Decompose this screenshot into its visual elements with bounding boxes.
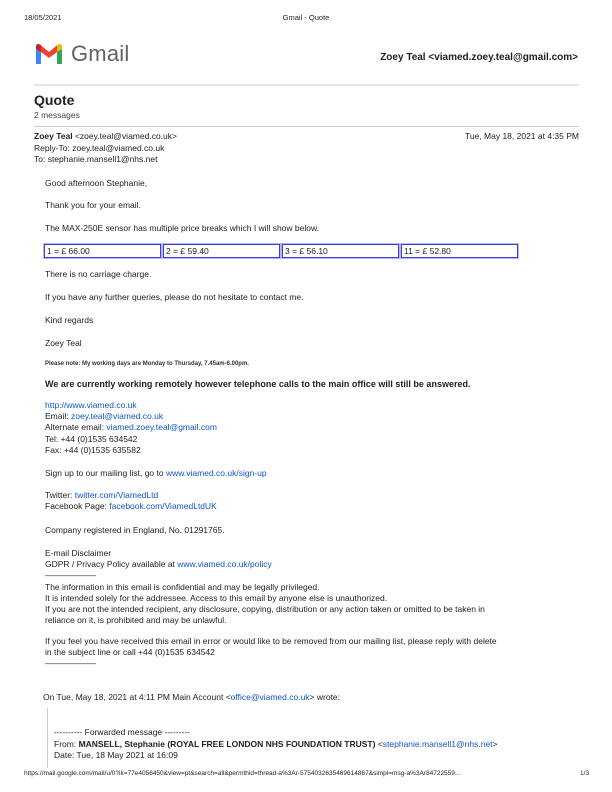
quoted-intro-prefix: On Tue, May 18, 2021 at 4:11 PM Main Account <	[43, 692, 231, 702]
subject-divider	[34, 126, 579, 127]
signoff: Kind regards	[45, 315, 94, 325]
thread-subject: Quote	[34, 92, 75, 108]
forwarded-date: Date: Tue, 18 May 2021 at 16:09	[54, 750, 178, 760]
disclaimer-line: reliance on it, is prohibited and may be unlawful.	[45, 615, 227, 626]
print-url: https://mail.google.com/mail/u/0?ik=77e4056450&view=pt&search=all&permthid=thread-a%3Ar-5754032635469614867&simpl=msg-a%3Ar84722559…	[24, 770, 462, 777]
social-block	[45, 490, 217, 512]
quoted-sender-email-link[interactable]: office@viamed.co.uk	[230, 692, 310, 702]
quote-border	[47, 708, 48, 768]
greeting: Good afternoon Stephanie,	[45, 178, 148, 188]
alt-email-label: Alternate email:	[45, 422, 107, 433]
carriage-line: There is no carriage charge.	[45, 269, 152, 279]
email-close-bracket: >	[492, 738, 498, 749]
email-open-bracket: <	[375, 738, 383, 749]
facebook-label: Facebook Page:	[45, 501, 110, 512]
signature-name: Zoey Teal	[45, 338, 82, 348]
forwarded-sender-name: MANSELL, Stephanie (ROYAL FREE LONDON NHS FOUNDATION TRUST)	[78, 738, 376, 749]
disclaimer-line: It is intended solely for the addressee. Access to this email by anyone else is unauthorized.	[45, 592, 388, 603]
mailing-list-text: Sign up to our mailing list, go to	[45, 468, 166, 478]
price-break-cell: 1 = £ 66.00	[44, 244, 161, 258]
thanks-line: Thank you for your email.	[45, 200, 141, 210]
contact-block	[45, 400, 217, 456]
price-break-cell: 2 = £ 59.40	[163, 244, 280, 258]
disclaimer-line: The information in this email is confidential and may be legally privileged.	[45, 581, 320, 592]
gmail-m-icon	[34, 43, 64, 65]
email-link[interactable]: zoey.teal@viamed.co.uk	[70, 411, 164, 422]
price-break-cell: 3 = £ 56.10	[282, 244, 399, 258]
remote-notice: We are currently working remotely however telephone calls to the main office will still be answered.	[45, 379, 471, 389]
removal-line: If you feel you have received this email in error or would like to be removed from our mailing list, please reply with delete	[45, 636, 497, 646]
queries-line: If you have any further queries, please do not hesitate to contact me.	[45, 292, 304, 302]
page-number: 1/3	[579, 770, 589, 777]
website-link[interactable]: http://www.viamed.co.uk	[45, 400, 137, 410]
message-header	[34, 131, 579, 166]
message-count: 2 messages	[34, 110, 80, 120]
twitter-link[interactable]: twitter.com/ViamedLtd	[74, 490, 159, 500]
intro-line: The MAX-250E sensor has multiple price breaks which I will show below.	[45, 223, 320, 233]
separator: ——————	[45, 658, 96, 669]
reply-to: Reply-To: zoey.teal@viamed.co.uk	[34, 142, 165, 153]
company-registration: Company registered in England, No. 01291765.	[45, 525, 225, 535]
mailing-list-line	[45, 468, 267, 478]
message-timestamp: Tue, May 18, 2021 at 4:35 PM	[464, 131, 579, 141]
forwarded-from	[54, 739, 498, 751]
disclaimer-block	[45, 548, 485, 626]
gmail-wordmark: Gmail	[71, 41, 130, 66]
print-date: 18/05/2021	[24, 13, 62, 22]
email-label: Email:	[45, 411, 71, 422]
gdpr-text: GDPR / Privacy Policy available at	[45, 559, 178, 570]
quoted-message	[54, 727, 498, 762]
removal-block	[45, 636, 497, 670]
removal-line: in the subject line or call +44 (0)1535 634542	[45, 647, 215, 658]
mailing-list-link[interactable]: www.viamed.co.uk/sign-up	[165, 468, 267, 478]
alt-email-link[interactable]: viamed.zoey.teal@gmail.com	[106, 422, 217, 433]
quoted-intro	[43, 692, 340, 702]
gmail-logo	[34, 43, 129, 65]
facebook-link[interactable]: facebook.com/ViamedLtdUK	[109, 501, 217, 512]
gdpr-link[interactable]: www.viamed.co.uk/policy	[177, 559, 272, 570]
quoted-intro-suffix: > wrote:	[309, 692, 341, 702]
account-label: Zoey Teal <viamed.zoey.teal@gmail.com>	[380, 52, 578, 63]
sender-name: Zoey Teal	[34, 131, 73, 141]
price-break-cell: 11 = £ 52.80	[401, 244, 518, 258]
price-breaks-table	[44, 244, 518, 258]
from-label: From:	[54, 738, 79, 749]
forwarded-sender-email-link[interactable]: stephanie.mansell1@nhs.net	[382, 738, 493, 749]
working-days-note: Please note: My working days are Monday to Thursday, 7.45am-6.00pm.	[45, 361, 249, 367]
twitter-label: Twitter:	[45, 490, 75, 500]
disclaimer-title: E-mail Disclaimer	[45, 548, 112, 558]
print-title: Gmail - Quote	[282, 13, 330, 22]
header-divider	[34, 84, 579, 86]
sender-email: <zoey.teal@viamed.co.uk>	[74, 131, 177, 141]
separator: ——————	[45, 570, 96, 581]
disclaimer-line: If you are not the intended recipient, any disclosure, copying, distribution or any action taken or omitted to be taken in	[45, 604, 485, 615]
forwarded-header: ---------- Forwarded message ---------	[54, 727, 190, 737]
tel-line: Tel: +44 (0)1535 634542	[45, 433, 138, 444]
fax-line: Fax: +44 (0)1535 635582	[45, 444, 141, 455]
recipient: To: stephanie.mansell1@nhs.net	[34, 154, 158, 164]
